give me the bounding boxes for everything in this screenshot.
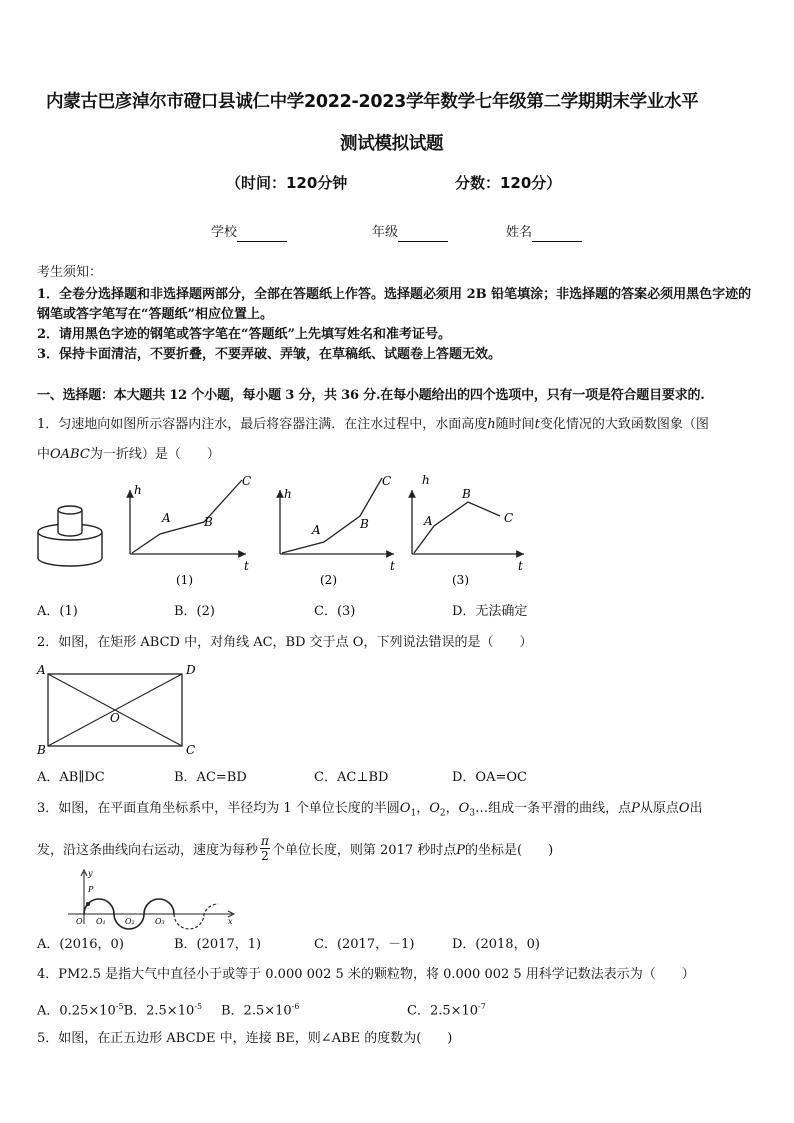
q3-o1-sub: 1 bbox=[410, 808, 417, 819]
q3-option-b: B．(2017，1) bbox=[174, 937, 262, 952]
g1-point-c: C bbox=[242, 474, 252, 488]
q3-text-e: 从原点 bbox=[639, 801, 679, 816]
q2-option-b: B．AC=BD bbox=[174, 770, 247, 785]
q1-oabc: OABC bbox=[50, 447, 90, 462]
rect-label-c: C bbox=[186, 743, 196, 757]
grade-field bbox=[372, 224, 448, 242]
q1-text-a: 1．匀速地向如图所示容器内注水，最后将容器注满．在注水过程中，水面高度 bbox=[37, 417, 488, 432]
title-line-1: 内蒙古巴彦淖尔市磴口县诚仁中学2022-2023学年数学七年级第二学期期末学业水平 bbox=[46, 92, 699, 112]
school-label: 学校 bbox=[211, 225, 238, 240]
container-figure bbox=[30, 490, 110, 590]
svg-text:t: t bbox=[518, 559, 523, 573]
q3-o2-sub: 2 bbox=[439, 808, 446, 819]
q3-frac-num: π bbox=[261, 834, 269, 848]
q3-option-d: D．(2018，0) bbox=[452, 937, 540, 952]
q3-fig-o: O bbox=[76, 917, 83, 926]
q1-h: h bbox=[487, 417, 496, 432]
q4-text: 4．PM2.5 是指大气中直径小于或等于 0.000 002 5 米的颗粒物，将 0.000 002 5 用科学记数法表示为（ ） bbox=[37, 967, 695, 982]
q3-text-g: 发，沿这条曲线向右运动，速度为每秒 bbox=[37, 843, 259, 858]
q3-text-f: 出 bbox=[689, 801, 703, 816]
q3-o: O bbox=[678, 801, 690, 816]
q4-opt-a-base: A．0.25×10 bbox=[37, 1003, 116, 1019]
rect-label-a: A bbox=[37, 663, 46, 677]
q2-option-a: A．AB∥DC bbox=[37, 770, 105, 785]
g1-point-b: B bbox=[204, 515, 213, 529]
q2-option-d: D．OA=OC bbox=[452, 770, 527, 785]
q3-line-1 bbox=[37, 800, 703, 823]
q3-option-c: C．(2017，－1) bbox=[314, 937, 415, 952]
graph-1 bbox=[130, 474, 251, 587]
q1-option-c: C．(3) bbox=[314, 604, 356, 619]
title-line-2: 测试模拟试题 bbox=[340, 134, 444, 154]
q3-text-d: …组成一条平滑的曲线，点 bbox=[475, 801, 632, 816]
q4-opt-c-base: C．2.5×10 bbox=[407, 1003, 479, 1019]
q5-text: 5．如图，在正五边形 ABCDE 中，连接 BE，则∠ABE 的度数为( ) bbox=[37, 1031, 453, 1046]
q3-fig-o1: O₁ bbox=[96, 917, 106, 926]
q1-t: t bbox=[534, 417, 540, 432]
q3-p: P bbox=[631, 801, 640, 816]
q3-fig-o3: O₃ bbox=[155, 917, 165, 926]
g2-point-b: B bbox=[360, 517, 369, 531]
q1-text-e: 为一折线）是（ ） bbox=[89, 447, 220, 462]
rectangle-figure bbox=[34, 660, 204, 760]
q3-option-a: A．(2016，0) bbox=[37, 937, 124, 952]
q1-graphs bbox=[118, 470, 523, 590]
school-field bbox=[211, 224, 287, 242]
q3-fraction bbox=[260, 834, 270, 863]
graph-1-label: (1) bbox=[176, 573, 193, 587]
g2-point-a: A bbox=[312, 523, 321, 537]
graph-2 bbox=[280, 474, 395, 587]
q1-option-b: B．(2) bbox=[174, 604, 215, 619]
q4-opt-a-exp: -5 bbox=[115, 1002, 124, 1011]
notice-item-2: 2．请用黑色字迹的钢笔或答字笔在“答题纸”上先填写姓名和准考证号。 bbox=[37, 327, 452, 342]
q1-option-d: D．无法确定 bbox=[452, 604, 528, 619]
q4-opt-c-exp: -7 bbox=[478, 1002, 486, 1011]
g3-point-b: B bbox=[462, 487, 471, 501]
graph-2-label: (2) bbox=[320, 573, 337, 587]
q3-line-2 bbox=[37, 836, 553, 865]
rect-label-o: O bbox=[110, 711, 120, 725]
q1-line-1 bbox=[37, 416, 709, 434]
notice-heading: 考生须知： bbox=[37, 265, 103, 280]
exam-time: （时间：120分钟 bbox=[226, 174, 348, 192]
q1-line-2 bbox=[37, 446, 220, 464]
q1-option-a: A．(1) bbox=[37, 604, 78, 619]
notice-item-1: 1．全卷分选择题和非选择题两部分，全部在答题纸上作答。选择题必须用 2B 铅笔填涂；非选择题的答案必须用黑色字迹的钢笔或答字笔写在“答题纸”相应位置上。 bbox=[37, 287, 752, 322]
g3-point-c: C bbox=[504, 511, 514, 525]
q4-opt-b-exp: -6 bbox=[291, 1002, 300, 1011]
q4-option-b bbox=[221, 998, 299, 1020]
g1-point-a: A bbox=[162, 511, 171, 525]
rect-label-b: B bbox=[37, 743, 46, 757]
name-blank bbox=[532, 227, 582, 242]
q4-opt-b-base: B．2.5×10 bbox=[221, 1003, 292, 1019]
q3-o2: O bbox=[429, 801, 440, 816]
name-field bbox=[506, 224, 582, 242]
q4-option-c bbox=[407, 998, 486, 1020]
q3-o3: O bbox=[458, 801, 470, 816]
notice-item-3: 3．保持卡面清洁，不要折叠，不要弄破、弄皱，在草稿纸、试题卷上答题无效。 bbox=[37, 347, 502, 362]
q3-frac-den: 2 bbox=[261, 849, 269, 863]
exam-score: 分数：120分） bbox=[455, 174, 562, 192]
q4-opt-b-inline: B．2.5×10 bbox=[123, 1003, 195, 1019]
q2-text: 2．如图，在矩形 ABCD 中，对角线 AC，BD 交于点 O，下列说法错误的是（ ） bbox=[37, 635, 533, 650]
q3-o3-sub: 3 bbox=[469, 808, 476, 819]
q3-comma-1: ， bbox=[416, 801, 430, 816]
section-heading: 一、选择题：本大题共 12 个小题，每小题 3 分，共 36 分.在每小题给出的四个选项中，只有一项是符合题目要求的. bbox=[37, 388, 705, 403]
q3-text-i: 的坐标是( ) bbox=[465, 843, 554, 858]
svg-text:h: h bbox=[134, 483, 142, 497]
q2-option-c: C．AC⊥BD bbox=[314, 770, 389, 785]
q3-fig-y: y bbox=[88, 869, 93, 878]
q3-comma-2: ， bbox=[445, 801, 459, 816]
q1-text-d: 中 bbox=[37, 447, 51, 462]
graph-3 bbox=[412, 473, 524, 587]
q3-p-2: P bbox=[456, 843, 466, 858]
grade-blank bbox=[398, 227, 448, 242]
graph-3-label: (3) bbox=[452, 573, 469, 587]
semicircle-figure bbox=[62, 868, 242, 928]
g2-point-c: C bbox=[382, 474, 392, 488]
g3-point-a: A bbox=[424, 514, 433, 528]
school-blank bbox=[237, 227, 287, 242]
q3-fig-o2: O₂ bbox=[125, 917, 135, 926]
q3-o1: O bbox=[399, 801, 411, 816]
svg-text:h: h bbox=[422, 473, 430, 487]
q3-fig-p: P bbox=[88, 885, 94, 894]
q1-text-b: 随时间 bbox=[495, 417, 535, 432]
q3-text-h: 个单位长度，则第 2017 秒时点 bbox=[271, 843, 457, 858]
q3-fig-x: x bbox=[228, 917, 233, 926]
q1-text-c: 变化情况的大致函数图象（图 bbox=[539, 417, 709, 432]
svg-text:h: h bbox=[284, 487, 292, 501]
q3-text-a: 3．如图，在平面直角坐标系中，半径均为 1 个单位长度的半圆 bbox=[37, 801, 400, 816]
rect-label-d: D bbox=[186, 663, 196, 677]
q4-option-a bbox=[37, 998, 202, 1020]
grade-label: 年级 bbox=[372, 225, 399, 240]
name-label: 姓名 bbox=[506, 225, 533, 240]
q4-opt-b-inline-exp: -5 bbox=[194, 1002, 203, 1011]
svg-text:t: t bbox=[390, 559, 395, 573]
svg-text:t: t bbox=[244, 559, 249, 573]
